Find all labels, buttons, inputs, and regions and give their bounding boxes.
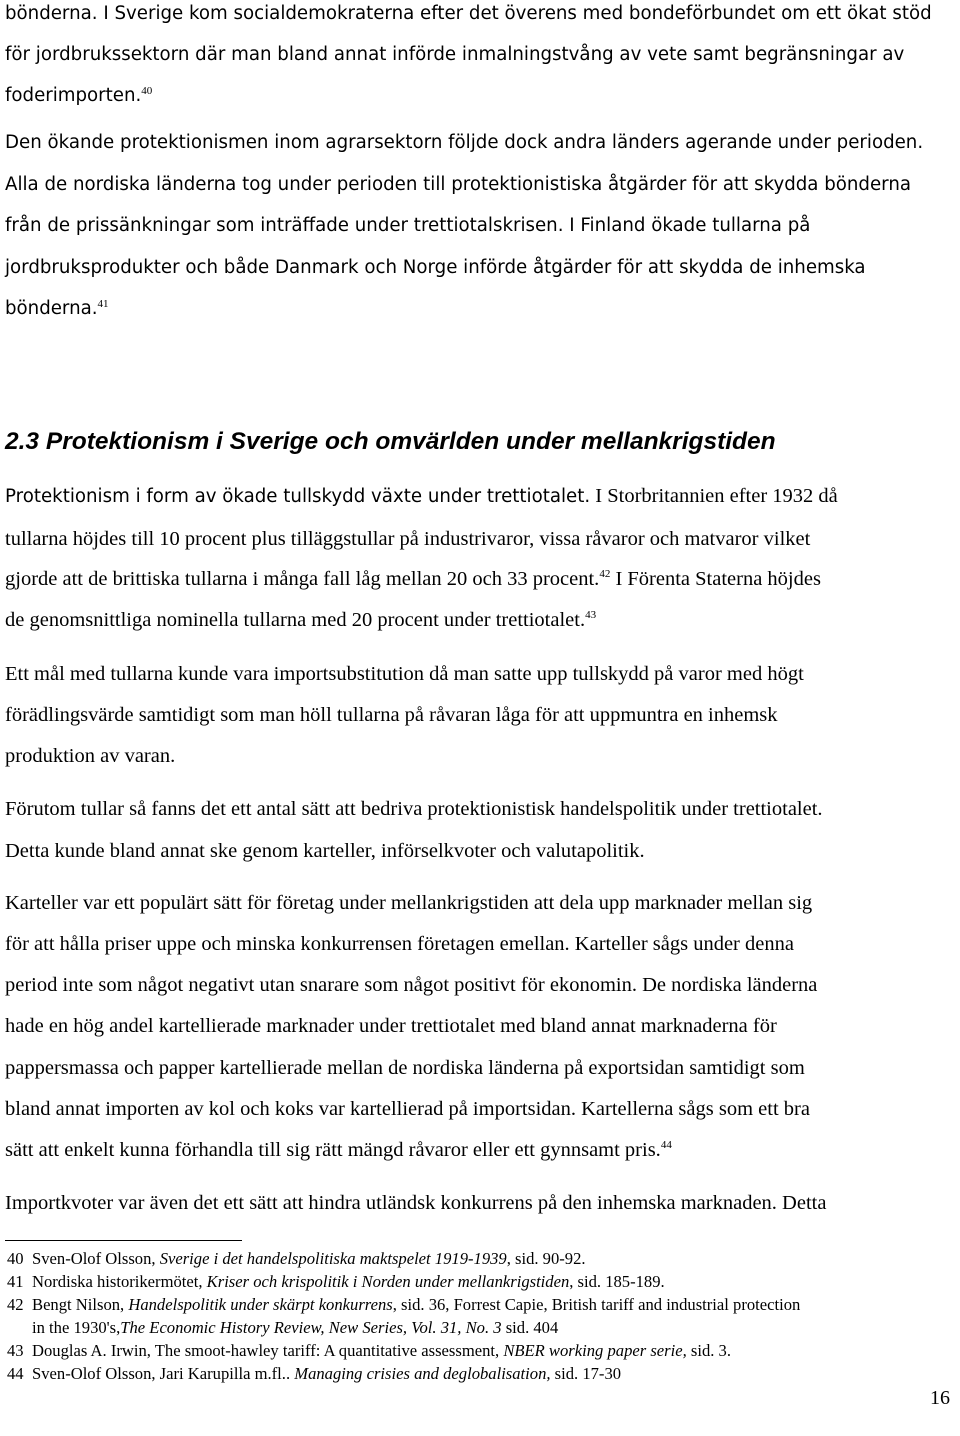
footnote-40 — [7, 1249, 586, 1269]
footnote-42-continued — [32, 1318, 558, 1338]
footnote-separator — [5, 1240, 242, 1241]
body-text: I Storbritannien efter 1932 då — [590, 485, 838, 507]
body-text-line: jordbruksprodukter och både Danmark och Norge införde åtgärder för att skydda de inhemska — [5, 257, 866, 278]
body-text-line: Detta kunde bland annat ske genom karteller, införselkvoter och valutapolitik. — [5, 840, 645, 862]
footnote-number: 40 — [7, 1249, 24, 1268]
body-text-line: bönderna. I Sverige kom socialdemokraterna efter det överens med bondeförbundet om ett ökat stöd — [5, 3, 932, 24]
body-text-line — [5, 567, 821, 591]
body-text-line: Alla de nordiska länderna tog under perioden till protektionistiska åtgärder för att skydda bönderna — [5, 174, 911, 195]
body-text-line — [5, 1138, 672, 1162]
body-text-line: pappersmassa och papper kartellierade mellan de nordiska länderna på exportsidan samtidigt som — [5, 1057, 805, 1079]
body-text-line: för att hålla priser uppe och minska konkurrensen företagen emellan. Karteller sågs under denna — [5, 933, 794, 955]
footnote-ref[interactable]: 40 — [141, 84, 153, 97]
footnote-text: , sid. 185-189. — [569, 1272, 665, 1291]
footnote-title: Managing crisies and deglobalisation, — [294, 1364, 551, 1383]
footnote-44 — [7, 1364, 621, 1384]
body-text-line: hade en hög andel kartellierade marknader under trettiotalet med bland annat marknaderna för — [5, 1015, 777, 1037]
footnote-text: in the 1930's, — [32, 1318, 121, 1337]
body-text: Protektionism i form av ökade tullskydd växte under trettiotalet. — [5, 486, 591, 507]
body-text-line: bland annat importen av kol och koks var kartellierad på importsidan. Kartellerna sågs som ett bra — [5, 1098, 810, 1120]
footnote-text: Sven-Olof Olsson, — [32, 1249, 160, 1268]
body-text: gjorde att de brittiska tullarna i många fall låg mellan 20 och 33 procent. — [5, 568, 600, 590]
footnote-ref[interactable]: 41 — [97, 297, 109, 310]
footnote-text: Douglas A. Irwin, The smoot-hawley tariff: A quantitative assessment, — [32, 1341, 504, 1360]
footnote-text: sid. 3. — [686, 1341, 732, 1360]
footnote-ref[interactable]: 44 — [660, 1139, 672, 1152]
footnote-text: Nordiska historikermötet, — [32, 1272, 207, 1291]
footnote-ref[interactable]: 42 — [599, 568, 611, 581]
body-text-line: produktion av varan. — [5, 745, 176, 767]
body-text-line: Karteller var ett populärt sätt för företag under mellankrigstiden att dela upp marknader mellan sig — [5, 892, 813, 914]
body-text-line: Importkvoter var även det ett sätt att hindra utländsk konkurrens på den inhemska marknaden. Detta — [5, 1192, 827, 1214]
body-text-line — [5, 608, 596, 632]
body-text-line: Den ökande protektionismen inom agrarsektorn följde dock andra länders agerande under perioden. — [5, 132, 924, 153]
footnote-text: Bengt Nilson, — [32, 1295, 129, 1314]
footnote-43 — [7, 1341, 731, 1361]
footnote-title: NBER working paper serie, — [503, 1341, 687, 1360]
body-text: foderimporten. — [5, 85, 142, 106]
body-text-line: förädlingsvärde samtidigt som man höll tullarna på råvaran låga för att uppmuntra en inhemsk — [5, 704, 778, 726]
page-number: 16 — [930, 1387, 950, 1409]
footnote-ref[interactable]: 43 — [585, 609, 597, 622]
body-text-line — [5, 484, 838, 509]
footnote-text: , sid. 36, Forrest Capie, British tariff and industrial protection — [392, 1295, 801, 1314]
footnote-title: Sverige i det handelspolitiska maktspelet 1919-1939 — [159, 1249, 507, 1268]
footnote-text: sid. 404 — [501, 1318, 559, 1337]
body-text-line: Ett mål med tullarna kunde vara importsubstitution då man satte upp tullskydd på varor med högt — [5, 663, 804, 685]
footnote-number: 42 — [7, 1295, 24, 1314]
footnote-text: sid. 17-30 — [550, 1364, 622, 1383]
footnote-number: 43 — [7, 1341, 24, 1360]
footnote-text: Sven-Olof Olsson, Jari Karupilla m.fl.. — [32, 1364, 295, 1383]
body-text-line — [5, 84, 152, 108]
footnote-title: Handelspolitik under skärpt konkurrens — [128, 1295, 393, 1314]
footnote-text: , sid. 90-92. — [506, 1249, 586, 1268]
body-text: bönderna. — [5, 298, 98, 319]
body-text: I Förenta Staterna höjdes — [610, 568, 821, 590]
body-text-line: från de prissänkningar som inträffade under trettiotalskrisen. I Finland ökade tullarna på — [5, 215, 811, 236]
body-text: de genomsnittliga nominella tullarna med 20 procent under trettiotalet. — [5, 609, 586, 631]
section-heading: 2.3 Protektionism i Sverige och omvärlden under mellankrigstiden — [5, 428, 776, 455]
body-text-line: Förutom tullar så fanns det ett antal sätt att bedriva protektionistisk handelspolitik under trettiotalet. — [5, 798, 823, 820]
body-text-line — [5, 297, 109, 321]
footnote-number: 44 — [7, 1364, 24, 1383]
body-text: sätt att enkelt kunna förhandla till sig rätt mängd råvaror eller ett gynnsamt pris. — [5, 1139, 661, 1161]
body-text-line: tullarna höjdes till 10 procent plus tilläggstullar på industrivaror, vissa råvaror och matvaror vilket — [5, 528, 811, 550]
footnote-title: Kriser och krispolitik i Norden under mellankrigstiden — [206, 1272, 570, 1291]
body-text-line: period inte som något negativt utan snarare som något positivt för ekonomin. De nordiska länderna — [5, 974, 818, 996]
footnote-number: 41 — [7, 1272, 24, 1291]
footnote-41 — [7, 1272, 665, 1292]
footnote-42 — [7, 1295, 800, 1315]
body-text-line: för jordbrukssektorn där man bland annat införde inmalningstvång av vete samt begränsningar av — [5, 44, 905, 65]
footnote-title: The Economic History Review, New Series, Vol. 31, No. 3 — [120, 1318, 502, 1337]
